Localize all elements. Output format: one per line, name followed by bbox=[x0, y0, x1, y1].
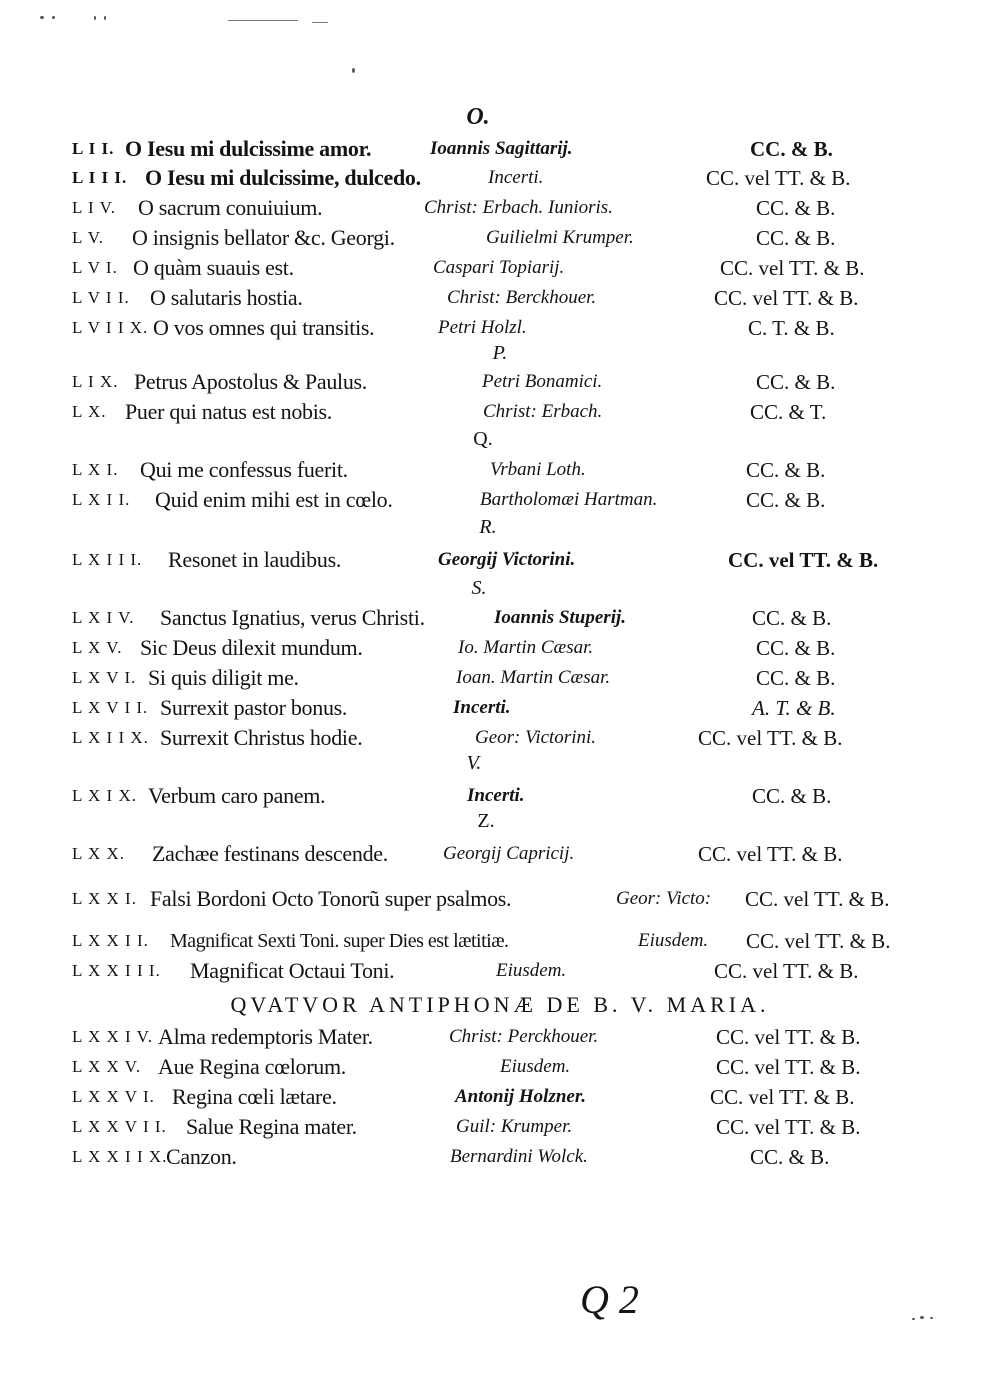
index-entry bbox=[0, 1082, 1000, 1112]
section-letter-p: P. bbox=[492, 342, 508, 364]
index-entry bbox=[0, 956, 1000, 986]
index-entry bbox=[0, 485, 1000, 515]
entry-title: Magnificat Sexti Toni. super Dies est lætitiæ. bbox=[170, 930, 509, 952]
entry-number: L X X V I I. bbox=[72, 1117, 167, 1136]
entry-composer: Eiusdem. bbox=[500, 1056, 571, 1077]
entry-title: Petrus Apostolus & Paulus. bbox=[134, 369, 368, 394]
entry-voices: CC. vel TT. & B. bbox=[706, 166, 851, 190]
entry-voices: CC. & B. bbox=[746, 488, 826, 512]
section-heading: QVATVOR ANTIPHONÆ DE B. V. MARIA. bbox=[230, 992, 770, 1017]
entry-number: L I I I. bbox=[72, 168, 128, 187]
entry-voices: CC. & B. bbox=[752, 784, 832, 808]
entry-voices: C. T. & B. bbox=[748, 316, 835, 340]
entry-title: Magnificat Octaui Toni. bbox=[190, 958, 395, 983]
entry-voices: CC. vel TT. & B. bbox=[728, 548, 879, 572]
entry-title: Surrexit Christus hodie. bbox=[160, 725, 363, 750]
entry-voices: CC. vel TT. & B. bbox=[710, 1085, 855, 1109]
entry-composer: Incerti. bbox=[453, 697, 511, 718]
entry-composer: Incerti. bbox=[488, 167, 544, 188]
entry-voices: CC. & B. bbox=[756, 226, 836, 250]
entry-composer: Georgij Victorini. bbox=[438, 549, 576, 570]
entry-number: L I V. bbox=[72, 198, 116, 217]
entry-number: L X X I I. bbox=[72, 931, 149, 950]
index-entry bbox=[0, 367, 1000, 397]
entry-composer: Guilielmi Krumper. bbox=[486, 227, 634, 248]
entry-composer: Geor: Victo: bbox=[616, 888, 712, 909]
entry-composer: Bernardini Wolck. bbox=[450, 1146, 588, 1167]
entry-composer: Christ: Erbach. bbox=[483, 401, 603, 422]
entry-title: O insignis bellator &c. Georgi. bbox=[132, 225, 395, 250]
index-entry bbox=[0, 1142, 1000, 1172]
entry-title: Quid enim mihi est in cœlo. bbox=[155, 487, 393, 512]
entry-voices: CC. & T. bbox=[750, 400, 827, 424]
index-entry bbox=[0, 1022, 1000, 1052]
entry-composer: Christ: Erbach. Iunioris. bbox=[424, 197, 613, 218]
page-signature-mark: Q 2 bbox=[580, 1277, 639, 1322]
entry-composer: Incerti. bbox=[467, 785, 525, 806]
entry-voices: CC. vel TT. & B. bbox=[714, 286, 859, 310]
entry-composer: Ioan. Martin Cæsar. bbox=[456, 667, 611, 688]
entry-voices: CC. vel TT. & B. bbox=[746, 929, 891, 953]
entry-title: Qui me confessus fuerit. bbox=[140, 457, 348, 482]
index-entry bbox=[0, 193, 1000, 223]
scan-speck bbox=[912, 1318, 915, 1320]
index-entry bbox=[0, 633, 1000, 663]
scan-speck bbox=[104, 16, 106, 20]
entry-voices: CC. vel TT. & B. bbox=[714, 959, 859, 983]
entry-title: O sacrum conuiuium. bbox=[138, 195, 323, 220]
entry-number: L X X I I X. bbox=[72, 1147, 168, 1166]
entry-voices: CC. & B. bbox=[746, 458, 826, 482]
section-letter-q: Q. bbox=[473, 428, 493, 450]
entry-composer: Christ: Perckhouer. bbox=[449, 1026, 599, 1047]
entry-title: Resonet in laudibus. bbox=[168, 547, 342, 572]
entry-voices: CC. vel TT. & B. bbox=[698, 726, 843, 750]
entry-number: L X I X. bbox=[72, 786, 137, 805]
entry-number: L X V I I. bbox=[72, 698, 149, 717]
entry-composer: Bartholomæi Hartman. bbox=[480, 489, 658, 510]
entry-number: L X I I. bbox=[72, 490, 131, 509]
entry-voices: CC. vel TT. & B. bbox=[720, 256, 865, 280]
entry-voices: CC. & B. bbox=[756, 196, 836, 220]
index-entry bbox=[0, 397, 1000, 427]
section-letter-o: O. bbox=[466, 104, 490, 130]
entry-composer: Christ: Berckhouer. bbox=[447, 287, 597, 308]
index-entry bbox=[0, 223, 1000, 253]
entry-number: L X V I. bbox=[72, 668, 137, 687]
entry-composer: Ioannis Stuperij. bbox=[494, 607, 626, 628]
entry-title: Regina cœli lætare. bbox=[172, 1084, 337, 1109]
entry-voices: CC. & B. bbox=[752, 606, 832, 630]
entry-title: Sic Deus dilexit mundum. bbox=[140, 635, 363, 660]
entry-title: Alma redemptoris Mater. bbox=[158, 1024, 373, 1049]
entry-voices: CC. vel TT. & B. bbox=[716, 1025, 861, 1049]
entry-title: Salue Regina mater. bbox=[186, 1114, 357, 1139]
scan-speck bbox=[930, 1317, 933, 1319]
scan-speck bbox=[94, 16, 96, 20]
entry-number: L I X. bbox=[72, 372, 119, 391]
entry-number: L X X I V. bbox=[72, 1027, 153, 1046]
index-entry bbox=[0, 723, 1000, 753]
section-letter-z: Z. bbox=[477, 810, 495, 832]
entry-title: Sanctus Ignatius, verus Christi. bbox=[160, 605, 425, 630]
entry-title: O quàm suauis est. bbox=[133, 255, 294, 280]
entry-composer: Io. Martin Cæsar. bbox=[458, 637, 594, 658]
index-entry bbox=[0, 603, 1000, 633]
entry-composer: Vrbani Loth. bbox=[490, 459, 586, 480]
entry-composer: Eiusdem. bbox=[496, 960, 567, 981]
entry-voices: CC. & B. bbox=[750, 1145, 830, 1169]
entry-number: L X X V I. bbox=[72, 1087, 155, 1106]
scan-dash bbox=[312, 22, 328, 23]
entry-title: Aue Regina cœlorum. bbox=[158, 1054, 346, 1079]
entry-voices: CC. vel TT. & B. bbox=[698, 842, 843, 866]
entry-title: Falsi Bordoni Octo Tonorũ super psalmos. bbox=[150, 886, 512, 911]
entry-number: L X X V. bbox=[72, 1057, 142, 1076]
entry-title: O Iesu mi dulcissime amor. bbox=[125, 136, 372, 161]
entry-number: L X V. bbox=[72, 638, 123, 657]
entry-composer: Petri Holzl. bbox=[438, 317, 527, 338]
entry-title: Verbum caro panem. bbox=[148, 783, 326, 808]
index-entry bbox=[0, 1052, 1000, 1082]
entry-composer: Petri Bonamici. bbox=[482, 371, 603, 392]
entry-voices: CC. & B. bbox=[756, 636, 836, 660]
index-entry bbox=[0, 455, 1000, 485]
section-letter-s: S. bbox=[471, 577, 487, 599]
entry-title: Canzon. bbox=[166, 1144, 237, 1169]
entry-number: L X X I. bbox=[72, 889, 137, 908]
entry-title: Si quis diligit me. bbox=[148, 665, 299, 690]
entry-number: L X I I X. bbox=[72, 728, 149, 747]
scan-speck bbox=[920, 1316, 924, 1319]
index-entry bbox=[0, 253, 1000, 283]
entry-voices: A. T. & B. bbox=[752, 696, 836, 720]
entry-voices: CC. & B. bbox=[750, 137, 833, 161]
scan-dash bbox=[228, 20, 298, 21]
entry-voices: CC. & B. bbox=[756, 370, 836, 394]
entry-number: L X X I I I. bbox=[72, 961, 161, 980]
entry-number: L X I V. bbox=[72, 608, 135, 627]
entry-title: O Iesu mi dulcissime, dulcedo. bbox=[145, 165, 421, 190]
index-entry bbox=[0, 663, 1000, 693]
index-entry bbox=[0, 313, 1000, 343]
entry-title: O salutaris hostia. bbox=[150, 285, 303, 310]
entry-number: L V I I X. bbox=[72, 318, 149, 337]
index-entry bbox=[0, 781, 1000, 811]
entry-title: Puer qui natus est nobis. bbox=[125, 399, 332, 424]
index-entry bbox=[0, 1112, 1000, 1142]
entry-composer: Antonij Holzner. bbox=[455, 1086, 586, 1107]
entry-number: L X I. bbox=[72, 460, 119, 479]
index-entry bbox=[0, 839, 1000, 869]
entry-composer: Eiusdem. bbox=[638, 930, 709, 951]
scan-speck bbox=[352, 68, 355, 73]
index-entry bbox=[0, 134, 1000, 164]
entry-number: L X I I I. bbox=[72, 550, 143, 569]
index-entry bbox=[0, 163, 1000, 193]
entry-number: L V. bbox=[72, 228, 105, 247]
section-letter-v: V. bbox=[466, 752, 482, 774]
entry-composer: Guil: Krumper. bbox=[456, 1116, 573, 1137]
entry-voices: CC. & B. bbox=[756, 666, 836, 690]
entry-number: L V I I. bbox=[72, 288, 130, 307]
entry-composer: Ioannis Sagittarij. bbox=[430, 138, 573, 159]
entry-title: Surrexit pastor bonus. bbox=[160, 695, 348, 720]
entry-voices: CC. vel TT. & B. bbox=[745, 887, 890, 911]
entry-composer: Caspari Topiarij. bbox=[433, 257, 565, 278]
entry-number: L V I. bbox=[72, 258, 118, 277]
scan-speck bbox=[52, 16, 55, 19]
entry-number: L I I. bbox=[72, 139, 115, 158]
index-entry bbox=[0, 283, 1000, 313]
entry-composer: Geor: Victorini. bbox=[475, 727, 597, 748]
index-entry bbox=[0, 884, 1000, 914]
index-entry bbox=[0, 926, 1000, 956]
entry-number: L X. bbox=[72, 402, 107, 421]
entry-title: O vos omnes qui transitis. bbox=[153, 315, 375, 340]
entry-title: Zachæe festinans descende. bbox=[152, 841, 388, 866]
entry-composer: Georgij Capricij. bbox=[443, 843, 575, 864]
entry-number: L X X. bbox=[72, 844, 126, 863]
index-entry bbox=[0, 693, 1000, 723]
entry-voices: CC. vel TT. & B. bbox=[716, 1055, 861, 1079]
entry-voices: CC. vel TT. & B. bbox=[716, 1115, 861, 1139]
scan-speck bbox=[40, 16, 44, 19]
section-letter-r: R. bbox=[479, 516, 497, 538]
index-entry bbox=[0, 545, 1000, 575]
